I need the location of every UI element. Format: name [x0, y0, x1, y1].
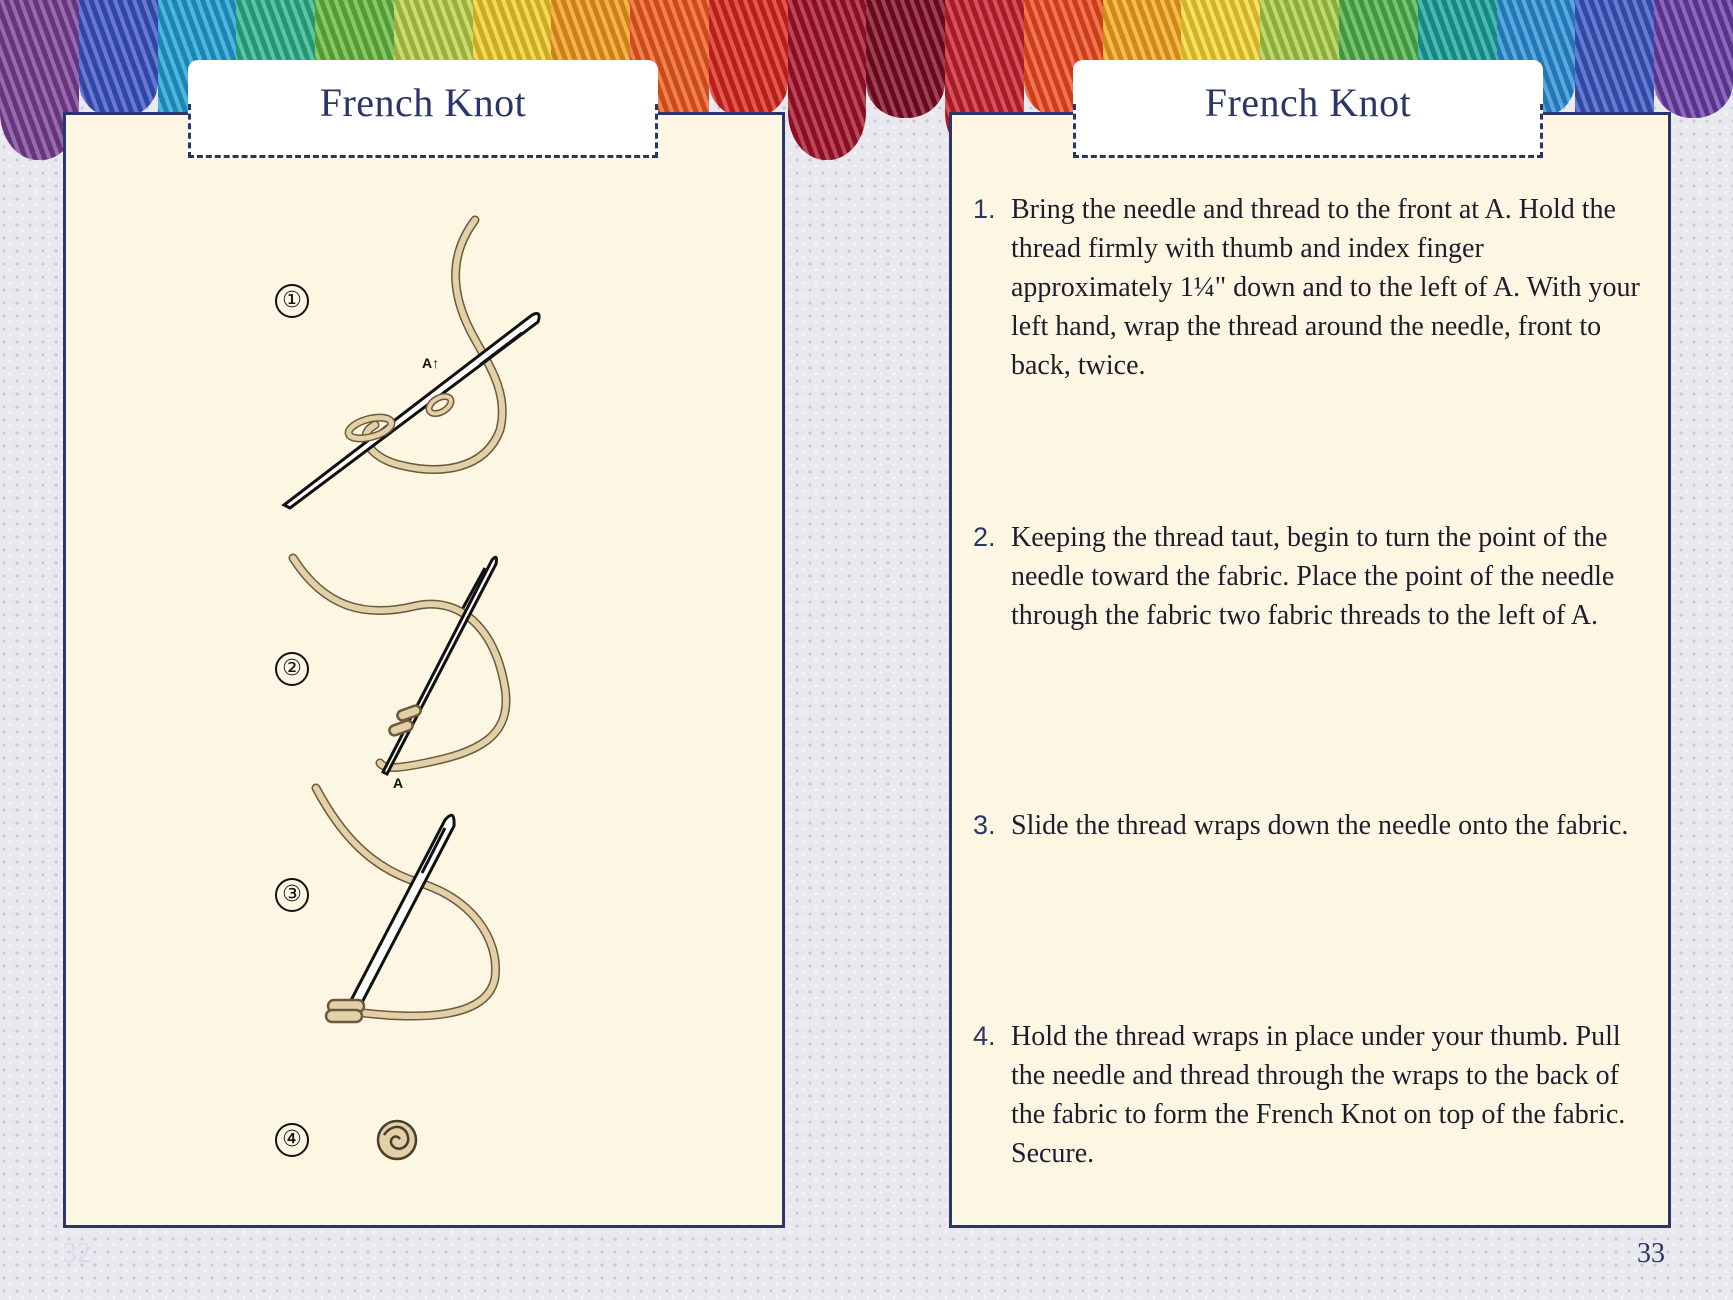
figure-4-marker: ④: [275, 1123, 309, 1157]
right-page-number: 33: [1637, 1238, 1665, 1269]
floss-skein: [866, 0, 945, 118]
figure-2-needle-turn-illustration: [285, 548, 525, 798]
step-4-number: 4.: [973, 1021, 996, 1051]
right-title-tab: [1073, 60, 1543, 158]
figure-2-marker: ②: [275, 652, 309, 686]
figure-1-marker: ①: [275, 284, 309, 318]
left-page-number: 32: [63, 1238, 91, 1269]
step-3-number: 3.: [973, 810, 996, 840]
floss-skein: [788, 0, 867, 160]
step-2-number: 2.: [973, 522, 996, 552]
figure-3-marker: ③: [275, 878, 309, 912]
step-1-text: Bring the needle and thread to the front at A. Hold the thread firmly with thumb and index finger approximately 1¼" down and to the left of A. With your left hand, wrap the thread around the needle, front to back, twice.: [1011, 194, 1640, 381]
step-3-text: Slide the thread wraps down the needle onto the fabric.: [1011, 810, 1629, 841]
step-1-number: 1.: [973, 194, 996, 224]
step-2-text: Keeping the thread taut, begin to turn the point of the needle toward the fabric. Place the point of the needle through the fabric two fabric threads to the left of A.: [1011, 522, 1615, 631]
left-title-tab: [188, 60, 658, 158]
floss-skein: [79, 0, 158, 118]
floss-skein: [709, 0, 788, 118]
left-page-title: French Knot: [319, 80, 527, 125]
figure-4-finished-knot-illustration: [372, 1115, 422, 1165]
step-4-text: Hold the thread wraps in place under your thumb. Pull the needle and thread through the wraps to the back of the fabric to form the French Knot on top of the fabric. Secure.: [1011, 1021, 1626, 1169]
figure-3-slide-wraps-illustration: [310, 778, 510, 1028]
right-page-title: French Knot: [1204, 80, 1412, 125]
figure-1-needle-wrap-illustration: [270, 200, 550, 520]
point-a-label-2: A: [393, 775, 404, 791]
floss-skein: [1654, 0, 1733, 118]
point-a-label: A↑: [422, 355, 440, 371]
